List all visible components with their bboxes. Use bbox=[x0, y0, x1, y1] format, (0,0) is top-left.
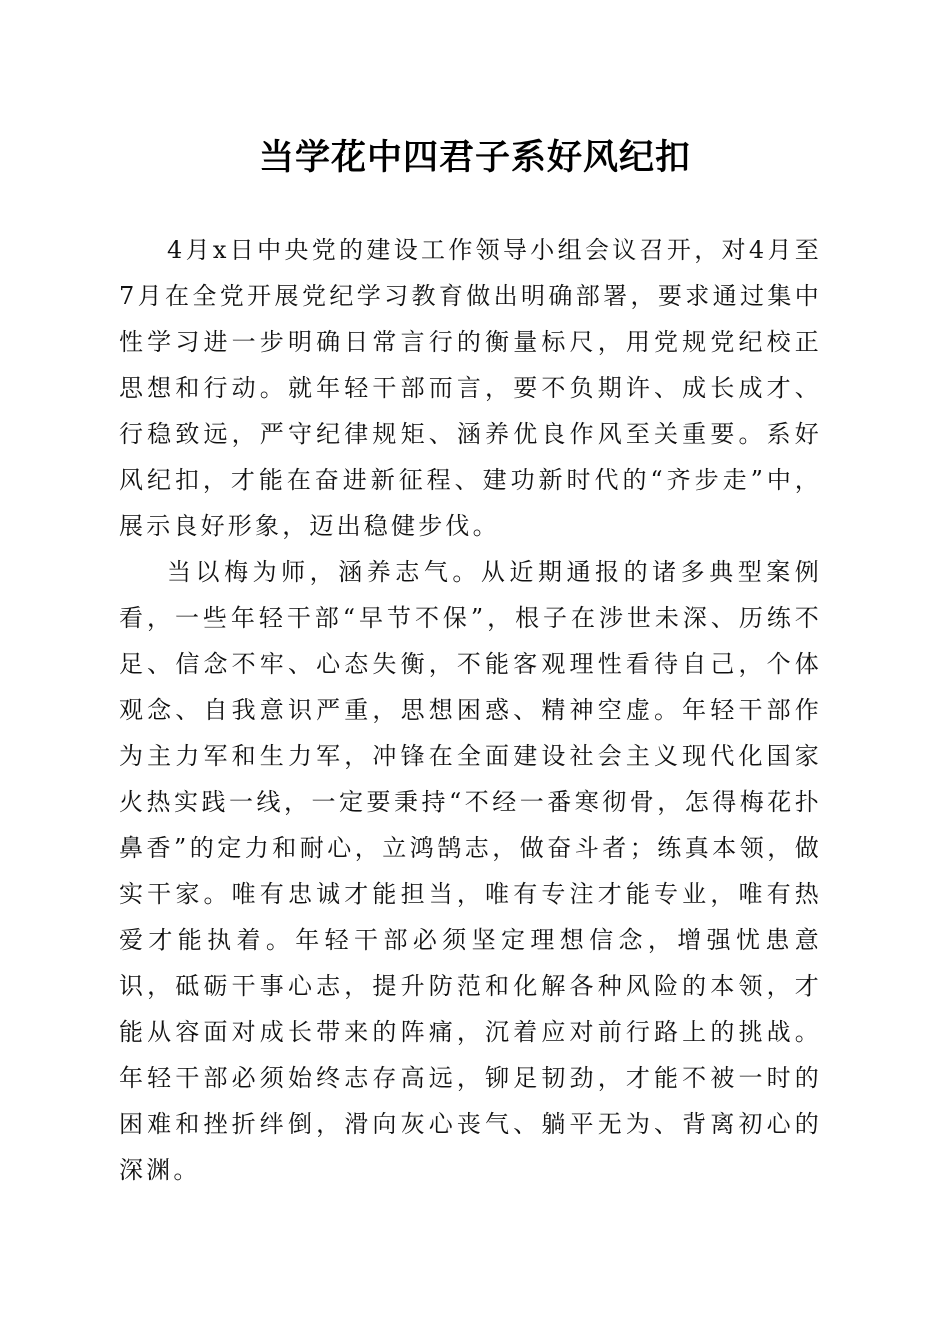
document-title: 当学花中四君子系好风纪扣 bbox=[258, 137, 691, 178]
paragraph-1: 4月x日中央党的建设工作领导小组会议召开，对4月至7月在全党开展党纪学习教育做出明确部署，要求通过集中性学习进一步明确日常言行的衡量标尺，用党规党纪校正思想和行动。就年轻干部而言，要不负期许、成长成才、行稳致远，严守纪律规矩、涵养优良作风至关重要。系好风纪扣，才能在奋进新征程、建功新时代的“齐步走”中，展示良好形象，迈出稳健步伐。 bbox=[119, 236, 822, 540]
document-body bbox=[119, 227, 822, 1193]
paragraph-2: 当以梅为师，涵养志气。从近期通报的诸多典型案例看，一些年轻干部“早节不保”，根子在涉世未深、历练不足、信念不牢、心态失衡，不能客观理性看待自己，个体观念、自我意识严重，思想困惑、精神空虚。年轻干部作为主力军和生力军，冲锋在全面建设社会主义现代化国家火热实践一线，一定要秉持“不经一番寒彻骨，怎得梅花扑鼻香”的定力和耐心，立鸿鹄志，做奋斗者；练真本领，做实干家。唯有忠诚才能担当，唯有专注才能专业，唯有热爱才能执着。年轻干部必须坚定理想信念，增强忧患意识，砥砺干事心志，提升防范和化解各种风险的本领，才能从容面对成长带来的阵痛，沉着应对前行路上的挑战。年轻干部必须始终志存高远，铆足韧劲，才能不被一时的困难和挫折绊倒，滑向灰心丧气、躺平无为、背离初心的深渊。 bbox=[119, 558, 822, 1184]
